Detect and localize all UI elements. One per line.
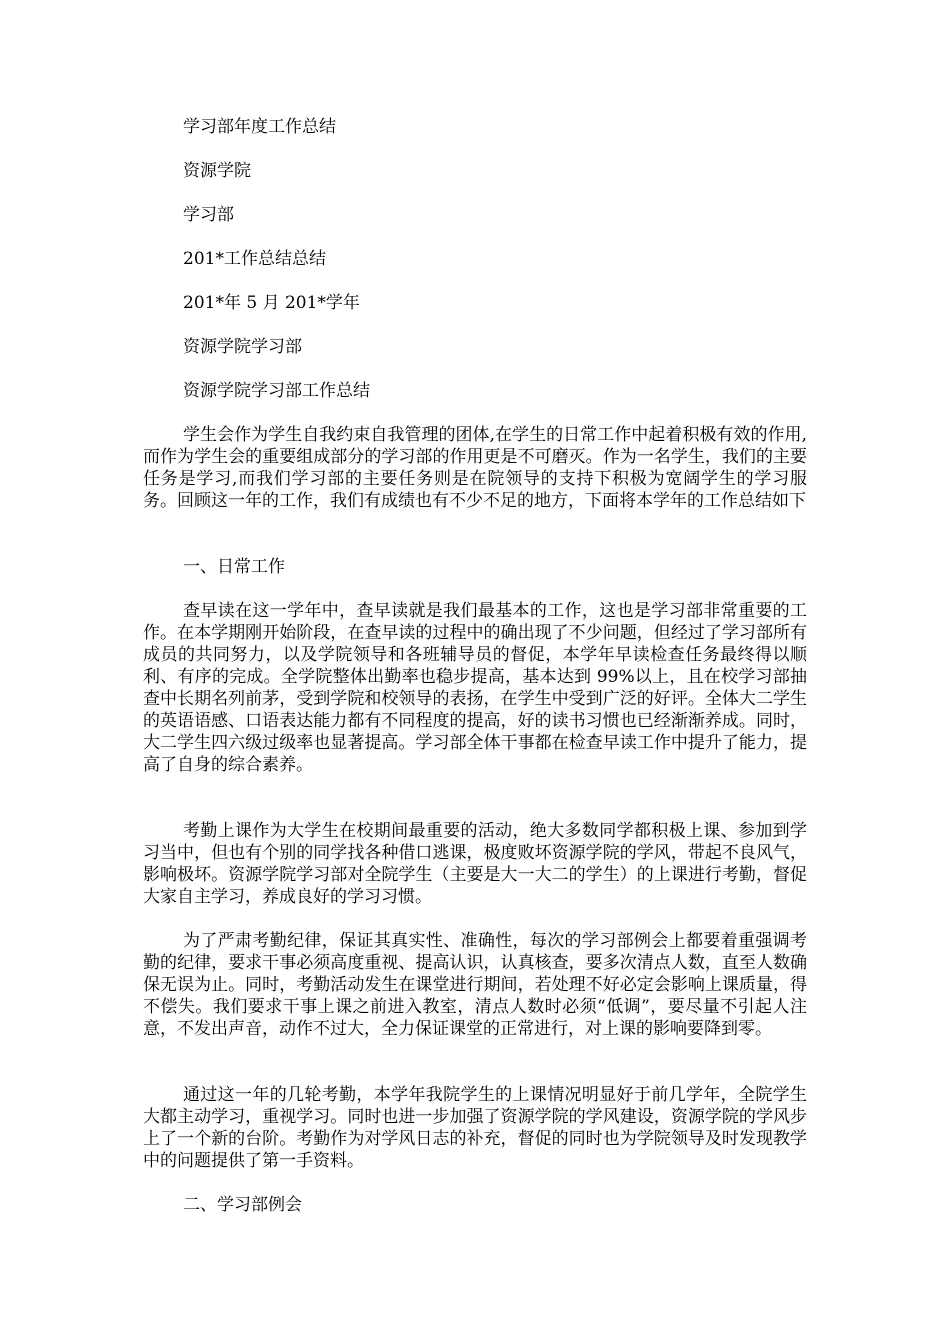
summary-heading: 资源学院学习部工作总结 — [183, 381, 370, 401]
college-name: 资源学院 — [183, 161, 251, 181]
section-heading-daily-work: 一、日常工作 — [183, 557, 285, 577]
section-heading-meetings: 二、学习部例会 — [183, 1195, 302, 1215]
intro-paragraph: 学生会作为学生自我约束自我管理的团体,在学生的日常工作中起着积极有效的作用,而作为学生会的重要组成部分的学习部的作用更是不可磨灭。作为一名学生，我们的主要任务是学习,而我们学习部的主要任务则是在院领导的支持下积极为宽阔学生的学习服务。回顾这一年的工作，我们有成绩也有不少不足的地方，下面将本学年的工作总结如下 — [143, 425, 807, 511]
paragraph-attendance-discipline: 为了严肃考勤纪律，保证其真实性、准确性，每次的学习部例会上都要着重强调考勤的纪律，要求干事必须高度重视、提高认识，认真核查，要多次清点人数，直至人数确保无误为止。同时，考勤活动发生在课堂进行期间，若处理不好必定会影响上课质量，得不偿失。我们要求干事上课之前进入教室，清点人数时必须“低调”，要尽量不引起人注意，不发出声音，动作不过大，全力保证课堂的正常进行，对上课的影响要降到零。 — [143, 931, 807, 1039]
paragraph-morning-reading: 查早读在这一学年中，查早读就是我们最基本的工作，这也是学习部非常重要的工作。在本学期刚开始阶段，在查早读的过程中的确出现了不少问题，但经过了学习部所有成员的共同努力，以及学院领导和各班辅导员的督促，本学年早读检查任务最终得以顺利、有序的完成。全学院整体出勤率也稳步提高，基本达到 99%以上，且在校学习部抽查中长期名列前茅，受到学院和校领导的表扬，在学生中受到广泛的好评。全体大二学生的英语语感、口语表达能力都有不同程度的提高，好的读书习惯也已经渐渐养成。同时，大二学生四六级过级率也显著提高。学习部全体干事都在检查早读工作中提升了能力，提高了自身的综合素养。 — [143, 601, 807, 775]
document-title: 学习部年度工作总结 — [183, 117, 336, 137]
date-line: 201*年 5 月 201*学年 — [183, 293, 360, 313]
paragraph-attendance-results: 通过这一年的几轮考勤，本学年我院学生的上课情况明显好于前几学年，全院学生大都主动学习，重视学习。同时也进一步加强了资源学院的学风建设，资源学院的学风步上了一个新的台阶。考勤作为对学风日志的补充，督促的同时也为学院领导及时发现教学中的问题提供了第一手资料。 — [143, 1085, 807, 1171]
department-name: 学习部 — [183, 205, 234, 225]
summary-subtitle: 201*工作总结总结 — [183, 249, 326, 269]
paragraph-attendance: 考勤上课作为大学生在校期间最重要的活动，绝大多数同学都积极上课、参加到学习当中，但也有个别的同学找各种借口逃课，极度败坏资源学院的学风，带起不良风气，影响极坏。资源学院学习部对全院学生（主要是大一大二的学生）的上课进行考勤，督促大家自主学习，养成良好的学习习惯。 — [143, 821, 807, 907]
college-department: 资源学院学习部 — [183, 337, 302, 357]
